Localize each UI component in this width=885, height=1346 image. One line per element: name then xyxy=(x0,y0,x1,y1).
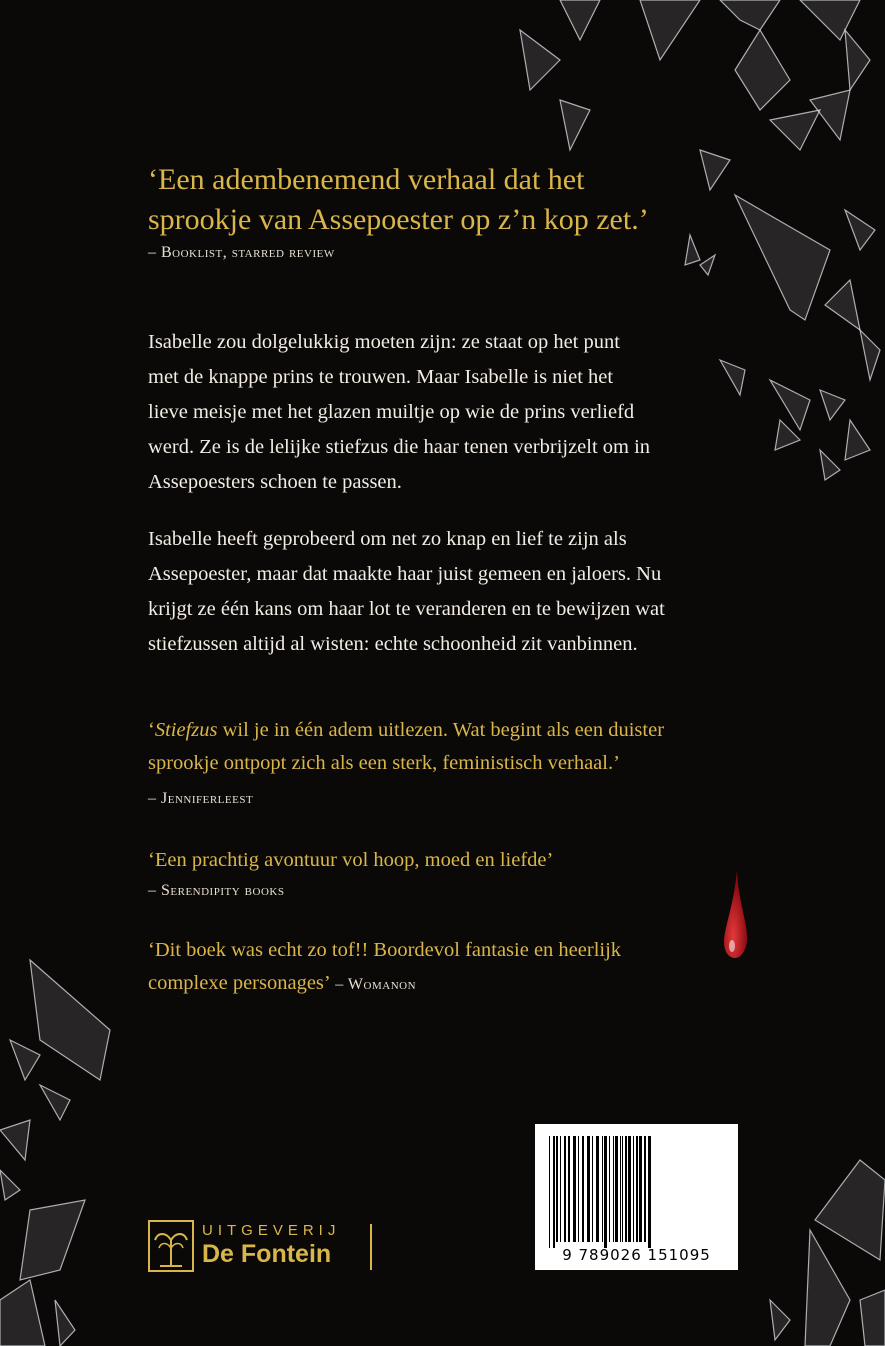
barcode-bar xyxy=(648,1136,651,1248)
publisher-name: De Fontein xyxy=(202,1240,332,1268)
review-2-line: ‘Een prachtig avontuur vol hoop, moed en liefde’ xyxy=(148,849,554,871)
barcode-bar xyxy=(609,1136,610,1242)
blurb-p2-line: stiefzussen altijd al wisten: echte schoonheid zit vanbinnen. xyxy=(148,633,638,655)
barcode-bar xyxy=(564,1136,566,1242)
review-1-line-2: sprookje ontpopt zich als een sterk, feministisch verhaal.’ xyxy=(148,752,620,774)
review-3-attribution: – Womanon xyxy=(330,976,417,993)
review-quote-3 xyxy=(148,934,748,1001)
main-quote xyxy=(148,160,788,240)
barcode-bar xyxy=(582,1136,584,1242)
barcode-bar xyxy=(553,1136,555,1248)
barcode-bar xyxy=(602,1136,603,1242)
barcode-bar xyxy=(573,1136,576,1242)
barcode-bar xyxy=(613,1136,614,1242)
barcode-bar xyxy=(549,1136,550,1248)
barcode-bar xyxy=(604,1136,607,1248)
blurb-p1-line: met de knappe prins te trouwen. Maar Isabelle is niet het xyxy=(148,366,614,388)
review-2-attribution: – Serendipity books xyxy=(148,882,285,899)
barcode-bar xyxy=(633,1136,634,1242)
barcode-bar xyxy=(622,1136,623,1242)
barcode-bar xyxy=(568,1136,570,1242)
barcode-bar xyxy=(587,1136,590,1242)
main-quote-line-2: sprookje van Assepoester op z’n kop zet.’ xyxy=(148,203,649,236)
review-3-line-2: complexe personages’ xyxy=(148,972,331,994)
review-quote-1 xyxy=(148,714,748,780)
review-1-open-quote: ‘ xyxy=(148,719,155,741)
blurb-p2-line: Assepoester, maar dat maakte haar juist gemeen en jaloers. Nu xyxy=(148,563,662,585)
barcode-bar xyxy=(636,1136,638,1242)
publisher-divider xyxy=(370,1224,372,1270)
barcode-bar xyxy=(615,1136,618,1242)
review-1-attribution: – Jenniferleest xyxy=(148,790,254,807)
barcode-bar xyxy=(556,1136,558,1242)
review-1-line-1: wil je in één adem uitlezen. Wat begint als een duister xyxy=(217,719,665,741)
barcode-bar xyxy=(560,1136,561,1242)
barcode-bar xyxy=(578,1136,579,1242)
main-quote-attribution: – Booklist, starred review xyxy=(148,244,335,261)
blurb-p2-line: Isabelle heeft geprobeerd om net zo knap en lief te zijn als xyxy=(148,528,627,550)
barcode-bar xyxy=(592,1136,593,1242)
blurb-p1-line: Isabelle zou dolgelukkig moeten zijn: ze staat op het punt xyxy=(148,331,620,353)
review-3-line-1: ‘Dit boek was echt zo tof!! Boordevol fantasie en heerlijk xyxy=(148,939,622,961)
barcode-bar xyxy=(625,1136,627,1242)
publisher-logo xyxy=(148,1220,378,1272)
barcode-bar xyxy=(620,1136,621,1242)
publisher-line-1: UITGEVERIJ xyxy=(202,1222,341,1239)
review-quote-2 xyxy=(148,844,748,877)
blurb-p2-line: krijgt ze één kans om haar lot te veranderen en te bewijzen wat xyxy=(148,598,665,620)
blurb-p1-line: Assepoesters schoen te passen. xyxy=(148,471,402,493)
barcode-bar xyxy=(628,1136,631,1242)
isbn-number: 9 789026 151095 xyxy=(562,1246,711,1264)
blood-drop-icon xyxy=(720,870,750,960)
main-quote-line-1: ‘Een adembenemend verhaal dat het xyxy=(148,163,585,196)
blurb-paragraph-1 xyxy=(148,325,748,500)
isbn-barcode xyxy=(535,1124,738,1270)
blurb-paragraph-2 xyxy=(148,522,748,662)
blurb-p1-line: werd. Ze is de lelijke stiefzus die haar tenen verbrijzelt om in xyxy=(148,436,651,458)
review-1-book-title: Stiefzus xyxy=(154,719,218,741)
barcode-bar xyxy=(596,1136,599,1242)
fountain-logo-icon xyxy=(148,1220,194,1272)
blurb-p1-line: lieve meisje met het glazen muiltje op wie de prins verliefd xyxy=(148,401,635,423)
barcode-bar xyxy=(644,1136,646,1242)
barcode-bar xyxy=(639,1136,642,1242)
